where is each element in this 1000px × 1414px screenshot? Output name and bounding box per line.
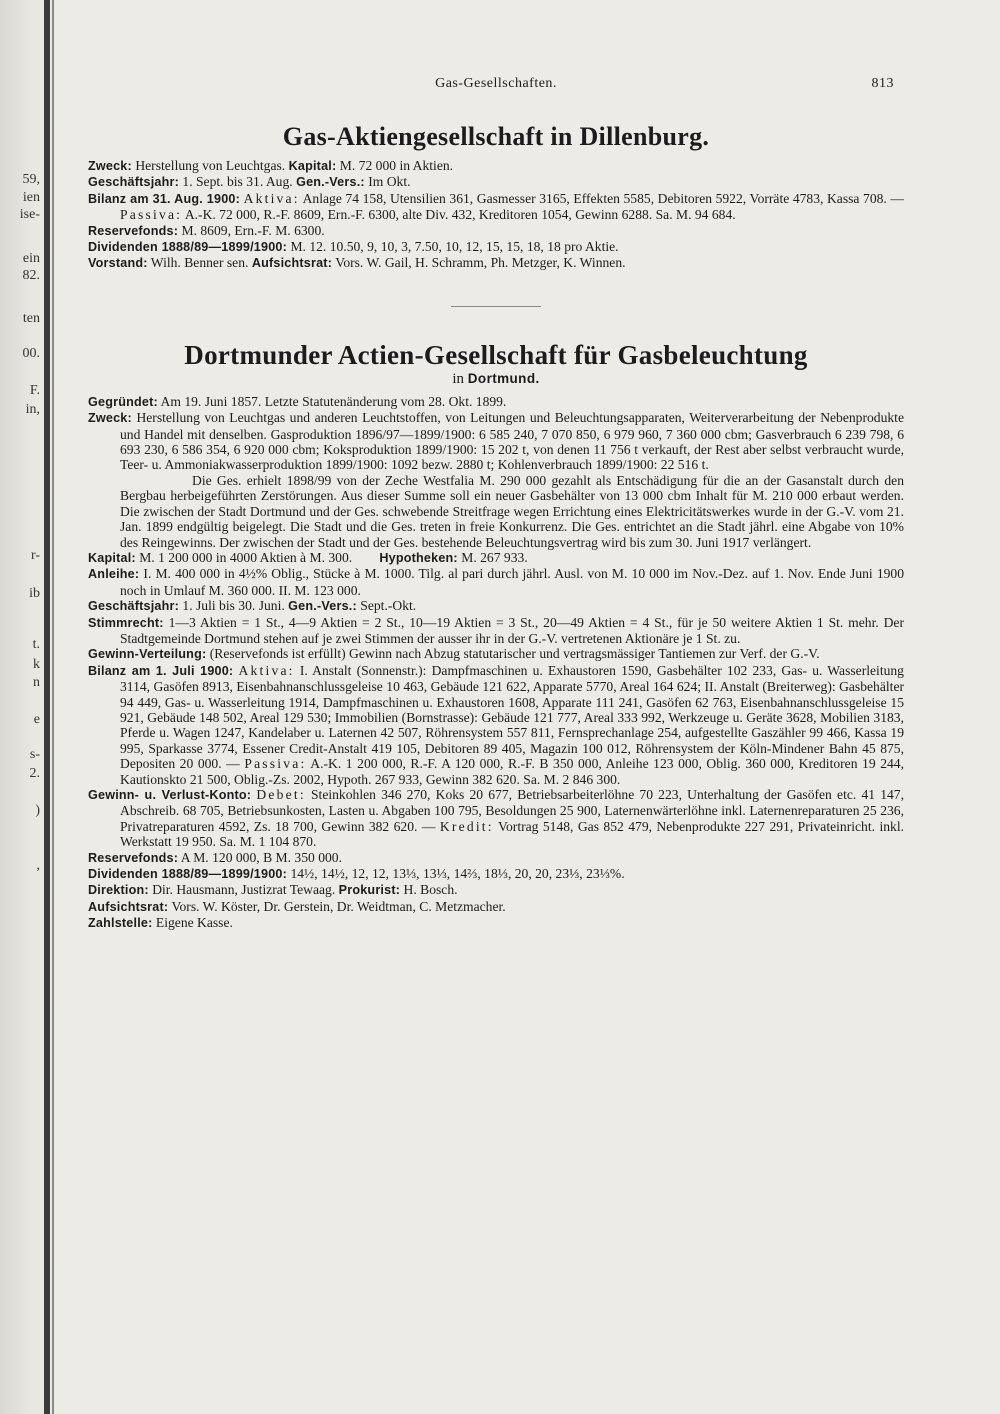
label-aufsichtsrat: Aufsichtsrat:	[251, 256, 333, 271]
margin-fragment: ien	[22, 190, 40, 205]
line-stimmrecht	[88, 615, 904, 647]
word-passiva: Passiva:	[120, 207, 183, 223]
line-bilanz	[88, 663, 904, 787]
line-geschaeftsjahr	[88, 174, 904, 190]
company-title-dillenburg: Gas-Aktiengesellschaft in Dillenburg.	[282, 122, 710, 151]
page-body	[88, 76, 904, 932]
margin-fragment: 82.	[22, 268, 40, 283]
text-vorstand: Wilh. Benner sen.	[150, 255, 249, 271]
text-geschaeftsjahr: 1. Juli bis 30. Juni.	[182, 598, 285, 614]
text-zweck: Herstellung von Leuchtgas und anderen Leuchtstoffen, von Leitungen und Beleuchtungsapparaten, Weiterverarbeitung der Nebenprodukte und Handel mit denselben. Gasproduktion 1896/97—1899/1900: 6 585 240, 7 070 850, 6 979 960, 7 360 000 cbm; Gasverbrauch 6 239 798, 6 693 230, 6 586 354, 6 920 000 cbm; Koksproduktion 1899/1900: 15 202 t, von denen 11 756 t verkauft, der Rest aber selbst verbraucht wurde, Teer- u. Ammoniakwasserproduktion 1899/1900: 1092 bezw. 2880 t; Kohlenverbrauch 1899/1900: 22 516 t.	[120, 410, 904, 473]
word-aktiva: Aktiva:	[238, 662, 295, 678]
label-gewinnverteilung: Gewinn-Verteilung:	[88, 647, 207, 662]
company-title-dortmund: Dortmunder Actien-Gesellschaft für Gasbeleuchtung	[184, 339, 808, 370]
text-dividenden: M. 12. 10.50, 9, 10, 3, 7.50, 10, 12, 15, 15, 18, 18 pro Aktie.	[290, 239, 619, 255]
margin-fragment: ise-	[19, 207, 40, 222]
margin-fragment: e	[33, 712, 40, 727]
subtitle-city: Dortmund.	[467, 370, 540, 386]
text-hypotheken: M. 267 933.	[461, 549, 528, 565]
margin-fragment: k	[33, 657, 40, 672]
label-anleihe: Anleihe:	[88, 567, 140, 582]
text-prokurist: H. Bosch.	[403, 882, 458, 898]
margin-fragment: )	[35, 803, 40, 818]
text-bilanz-passiva: A.-K. 1 200 000, R.-F. A 120 000, R.-F. B 350 000, Anleihe 123 000, Oblig. 360 000, Kreditoren 19 244, Kautionskto 21 500, Oblig.-Zs. 2002, Hypoth. 267 933, Gewinn 382 620. Sa. M. 2 846 300.	[120, 756, 904, 787]
label-gewinn-verlust: Gewinn- u. Verlust-Konto:	[88, 788, 252, 802]
margin-fragment: in,	[25, 402, 40, 417]
label-zweck: Zweck:	[88, 411, 132, 426]
line-direktion	[88, 882, 904, 898]
label-direktion: Direktion:	[88, 883, 149, 898]
line-vorstand	[88, 255, 904, 271]
text-direktion: Dir. Hausmann, Justizrat Tewaag.	[152, 882, 336, 898]
margin-fragment: r-	[30, 548, 40, 563]
label-zahlstelle: Zahlstelle:	[88, 916, 153, 931]
text-kapital: M. 72 000 in Aktien.	[339, 158, 454, 173]
text-reservefonds: M. 8609, Ern.-F. M. 6300.	[181, 222, 325, 238]
page-number: 813	[871, 76, 894, 91]
text-genvers: Im Okt.	[368, 174, 411, 190]
line-anleihe	[88, 566, 904, 598]
margin-fragment: t.	[32, 637, 40, 652]
section-separator	[451, 306, 541, 307]
text-gegruendet: Am 19. Juni 1857. Letzte Statutenänderung vom 28. Okt. 1899.	[160, 393, 507, 409]
label-zweck: Zweck:	[88, 159, 132, 173]
word-aktiva: Aktiva:	[243, 190, 300, 206]
margin-fragment: ib	[29, 586, 40, 601]
line-dividenden	[88, 866, 904, 882]
binding-gutter-line	[52, 0, 54, 1414]
text-genvers: Sept.-Okt.	[360, 598, 417, 614]
text-aufsichtsrat: Vors. W. Köster, Dr. Gerstein, Dr. Weidtman, C. Metzmacher.	[171, 898, 506, 914]
margin-fragment: n	[33, 675, 40, 690]
label-prokurist: Prokurist:	[338, 883, 401, 898]
text-gewinnverteilung: (Reservefonds ist erfüllt) Gewinn nach Abzug statutarischer und vertragsmässiger Tantiemen zur Verf. der G.-V.	[209, 646, 820, 662]
text-debet: Steinkohlen 346 270, Koks 20 677, Betriebsarbeiterlöhne 70 223, Unterhaltung der Gasöfen etc. 41 147, Abschreib. 68 705, Betriebsunkosten, Lasten u. Abgaben 100 795, Besoldungen 25 900, Laternenwärterlöhne inkl. Laternenreparaturen 25 236, Privatreparaturen 4592, Zs. 18 700, Gewinn 382 620. —	[120, 787, 905, 834]
running-head	[88, 76, 904, 102]
text-zahlstelle: Eigene Kasse.	[155, 915, 233, 931]
company-subtitle	[88, 371, 904, 388]
label-reservefonds: Reservefonds:	[88, 850, 179, 865]
line-zweck	[88, 410, 904, 473]
running-title: Gas-Gesellschaften.	[435, 76, 557, 91]
text-bilanz-passiva: A.-K. 72 000, R.-F. 8609, Ern.-F. 6300, alte Div. 432, Kreditoren 1054, Gewinn 6288. Sa. M. 94 684.	[184, 207, 736, 223]
margin-fragment: ,	[36, 858, 40, 873]
margin-fragment: 2.	[29, 766, 40, 781]
word-kredit: Kredit:	[439, 818, 494, 834]
margin-fragment: ten	[22, 311, 40, 326]
label-stimmrecht: Stimmrecht:	[88, 615, 164, 630]
label-gegruendet: Gegründet:	[88, 394, 158, 409]
text-kredit: Vortrag 5148, Gas 852 479, Nebenprodukte 227 291, Privateinricht. inkl. Werkstatt 19 950. Sa. M. 1 104 870.	[120, 818, 904, 850]
label-aufsichtsrat: Aufsichtsrat:	[88, 899, 169, 914]
entry-dortmund	[88, 394, 904, 932]
subtitle-in: in	[452, 370, 465, 387]
label-bilanz: Bilanz am 31. Aug. 1900:	[88, 191, 241, 206]
binding-gutter	[44, 0, 50, 1414]
line-bilanz	[88, 191, 904, 223]
text-dividenden: 14½, 14½, 12, 12, 13⅓, 13⅓, 14⅔, 18⅓, 20, 20, 23⅓, 23⅓%.	[290, 866, 625, 882]
text-reservefonds: A M. 120 000, B M. 350 000.	[180, 849, 343, 865]
text-aufsichtsrat: Vors. W. Gail, H. Schramm, Ph. Metzger, K. Winnen.	[335, 255, 626, 271]
label-kapital: Kapital:	[88, 550, 136, 565]
label-bilanz: Bilanz am 1. Juli 1900:	[88, 663, 234, 678]
text-kapital: M. 1 200 000 in 4000 Aktien à M. 300.	[139, 549, 353, 565]
label-dividenden: Dividenden 1888/89—1899/1900:	[88, 240, 288, 255]
line-kapital	[88, 550, 904, 566]
margin-fragment: ein	[22, 251, 40, 266]
line-gewinn-verlust	[88, 787, 904, 850]
label-geschaeftsjahr: Geschäftsjahr:	[88, 599, 179, 614]
label-vorstand: Vorstand:	[88, 256, 148, 271]
text-stimmrecht: 1—3 Aktien = 1 St., 4—9 Aktien = 2 St., 10—19 Aktien = 3 St., 20—49 Aktien = 4 St., für je 50 weitere Aktien 1 St. mehr. Der Stadtgemeinde Dortmund stehen auf je zwei Stimmen der ausser ihr in der G.-V. vertretenen Aktionäre je 1 St. zu.	[120, 614, 904, 646]
word-passiva: Passiva:	[244, 756, 307, 772]
label-genvers: Gen.-Vers.:	[288, 599, 357, 614]
entry-dillenburg	[88, 158, 904, 272]
text-anleihe: I. M. 400 000 in 4½% Oblig., Stücke à M. 1000. Tilg. al pari durch jährl. Ausl. von M. 10 000 im Nov.-Dez. auf 1. Nov. Ende Juni 1900 noch in Umlauf M. 360 000. II. M. 123 000.	[120, 566, 905, 598]
line-aufsichtsrat	[88, 899, 904, 915]
line-reservefonds	[88, 223, 904, 239]
text-bilanz-aktiva: I. Anstalt (Sonnenstr.): Dampfmaschinen u. Exhaustoren 1590, Gasbehälter 102 233, Gas- u. Wasserleitung 3114, Gasöfen 8913, Eisenbahnanschlussgeleise 10 463, Gebäude 121 622, Apparate 5770, Areal 164 624; II. Anstalt (Breiterweg): Gasbehälter 94 449, Gas- u. Wasserleitung 1914, Dampfmaschinen u. Exhaustoren 1608, Apparate 111 241, Gasöfen 62 763, Eisenbahnanschlussgeleise 15 921, Gebäude 148 502, Areal 129 530; Immobilien (Bornstrasse): Gebäude 121 777, Areal 333 992, Werkzeuge u. Geräte 3628, Mobilien 3183, Pferde u. Wagen 1247, Kandelaber u. Laternen 42 507, Röhrensystem 557 811, Fernsprechanlage 254, aufgestellte Gaszähler 99 466, Kassa 19 995, Sparkasse 3774, Essener Credit-Anstalt 419 105, Debitoren 89 405, Magazin 100 012, Röhrensystem der Köln-Mindener Bahn 45 875, Depositen 20 000. —	[120, 662, 904, 772]
line-geschaeftsjahr	[88, 598, 904, 614]
margin-fragment: 00.	[22, 346, 40, 361]
margin-fragment: 59,	[22, 172, 40, 187]
word-debet: Debet:	[256, 787, 306, 802]
label-genvers: Gen.-Vers.:	[296, 175, 365, 190]
label-kapital: Kapital:	[288, 159, 337, 173]
line-zahlstelle	[88, 915, 904, 931]
paragraph-entschaedigung: Die Ges. erhielt 1898/99 von der Zeche Westfalia M. 290 000 gezahlt als Entschädigung für die an der Gasanstalt durch den Bergbau herbeigeführten Zerstörungen. Aus dieser Summe soll ein neuer Gasbehälter von 13 000 cbm Inhalt für M. 210 000 erbaut werden. Die zwischen der Stadt Dortmund und der Ges. schwebende Streitfrage wegen Errichtung eines Elektricitätswerkes wurde in der G.-V. vom 21. Jan. 1899 endgültig beigelegt. Die Stadt und die Ges. treten in freie Konkurrenz. Die Ges. entrichtet an die Stadt jährl. eine Abgabe von 10% des Reingewinns. Der zwischen der Stadt und der Ges. bestehende Beleuchtungsvertrag wird bis zum 30. Juni 1917 verlängert.	[120, 472, 904, 550]
text-bilanz-aktiva: Anlage 74 158, Utensilien 361, Gasmesser 3165, Effekten 5585, Debitoren 5922, Vorräte 4783, Kassa 708. —	[302, 190, 904, 206]
text-geschaeftsjahr: 1. Sept. bis 31. Aug.	[182, 174, 293, 190]
margin-fragment: s-	[29, 747, 40, 762]
margin-fragment: F.	[29, 383, 40, 398]
line-dividenden	[88, 239, 904, 255]
label-reservefonds: Reservefonds:	[88, 223, 179, 238]
line-gewinnverteilung	[88, 646, 904, 662]
label-dividenden: Dividenden 1888/89—1899/1900:	[88, 867, 288, 882]
text-zweck: Herstellung von Leuchtgas.	[135, 158, 286, 173]
line-zweck	[88, 158, 904, 174]
line-gegruendet	[88, 394, 904, 410]
line-reservefonds	[88, 850, 904, 866]
label-hypotheken: Hypotheken:	[379, 550, 458, 565]
label-geschaeftsjahr: Geschäftsjahr:	[88, 175, 179, 190]
previous-page-margin	[0, 0, 44, 1414]
